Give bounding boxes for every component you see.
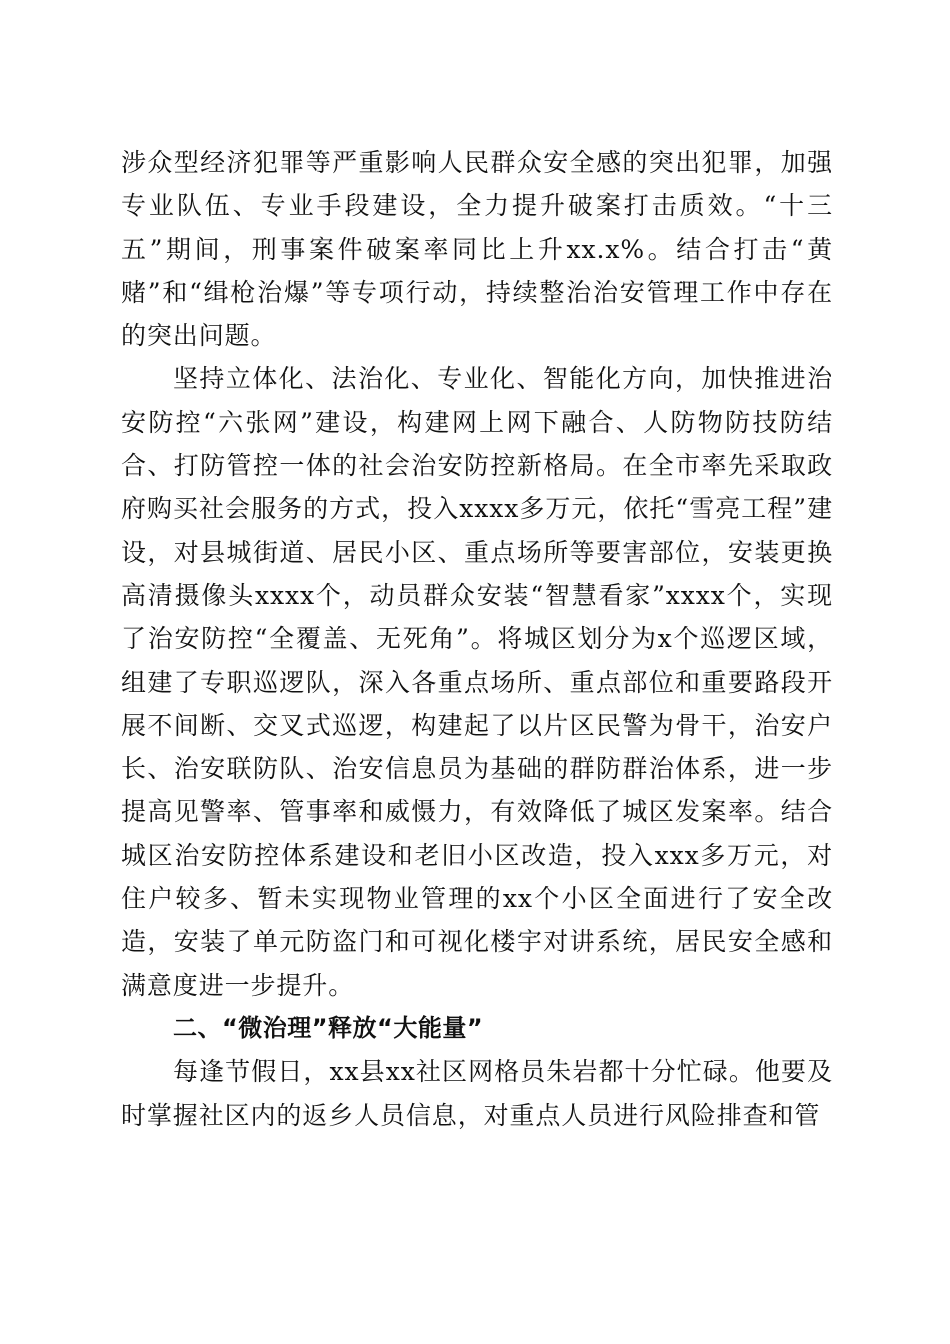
- section-heading: 二、“微治理”释放“大能量”: [173, 1013, 484, 1042]
- paragraph-3: 每逢节假日，xx县xx社区网格员朱岩都十分忙碌。他要及时掌握社区内的返乡人员信息，对重点人员进行风险排查和管: [121, 1057, 833, 1130]
- paragraph-2: 坚持立体化、法治化、专业化、智能化方向，加快推进治安防控“六张网”建设，构建网上网下融合、人防物防技防结合、打防管控一体的社会治安防控新格局。在全市率先采取政府购买社会服务的方式，投入xxxx多万元，依托“雪亮工程”建设，对县城街道、居民小区、重点场所等要害部位，安装更换高清摄像头xxxx个，动员群众安装“智慧看家”xxxx个，实现了治安防控“全覆盖、无死角”。将城区划分为x个巡逻区域，组建了专职巡逻队，深入各重点场所、重点部位和重要路段开展不间断、交叉式巡逻，构建起了以片区民警为骨干，治安户长、治安联防队、治安信息员为基础的群防群治体系，进一步提高见警率、管事率和威慑力，有效降低了城区发案率。结合城区治安防控体系建设和老旧小区改造，投入xxx多万元，对住户较多、暂未实现物业管理的xx个小区全面进行了安全改造，安装了单元防盗门和可视化楼宇对讲系统，居民安全感和满意度进一步提升。: [121, 364, 833, 1000]
- paragraph-1: 涉众型经济犯罪等严重影响人民群众安全感的突出犯罪，加强专业队伍、专业手段建设，全力提升破案打击质效。“十三五”期间，刑事案件破案率同比上升xx.x%。结合打击“黄赌”和“缉枪治爆”等专项行动，持续整治治安管理工作中存在的突出问题。: [121, 148, 833, 351]
- document-body: [121, 141, 833, 1137]
